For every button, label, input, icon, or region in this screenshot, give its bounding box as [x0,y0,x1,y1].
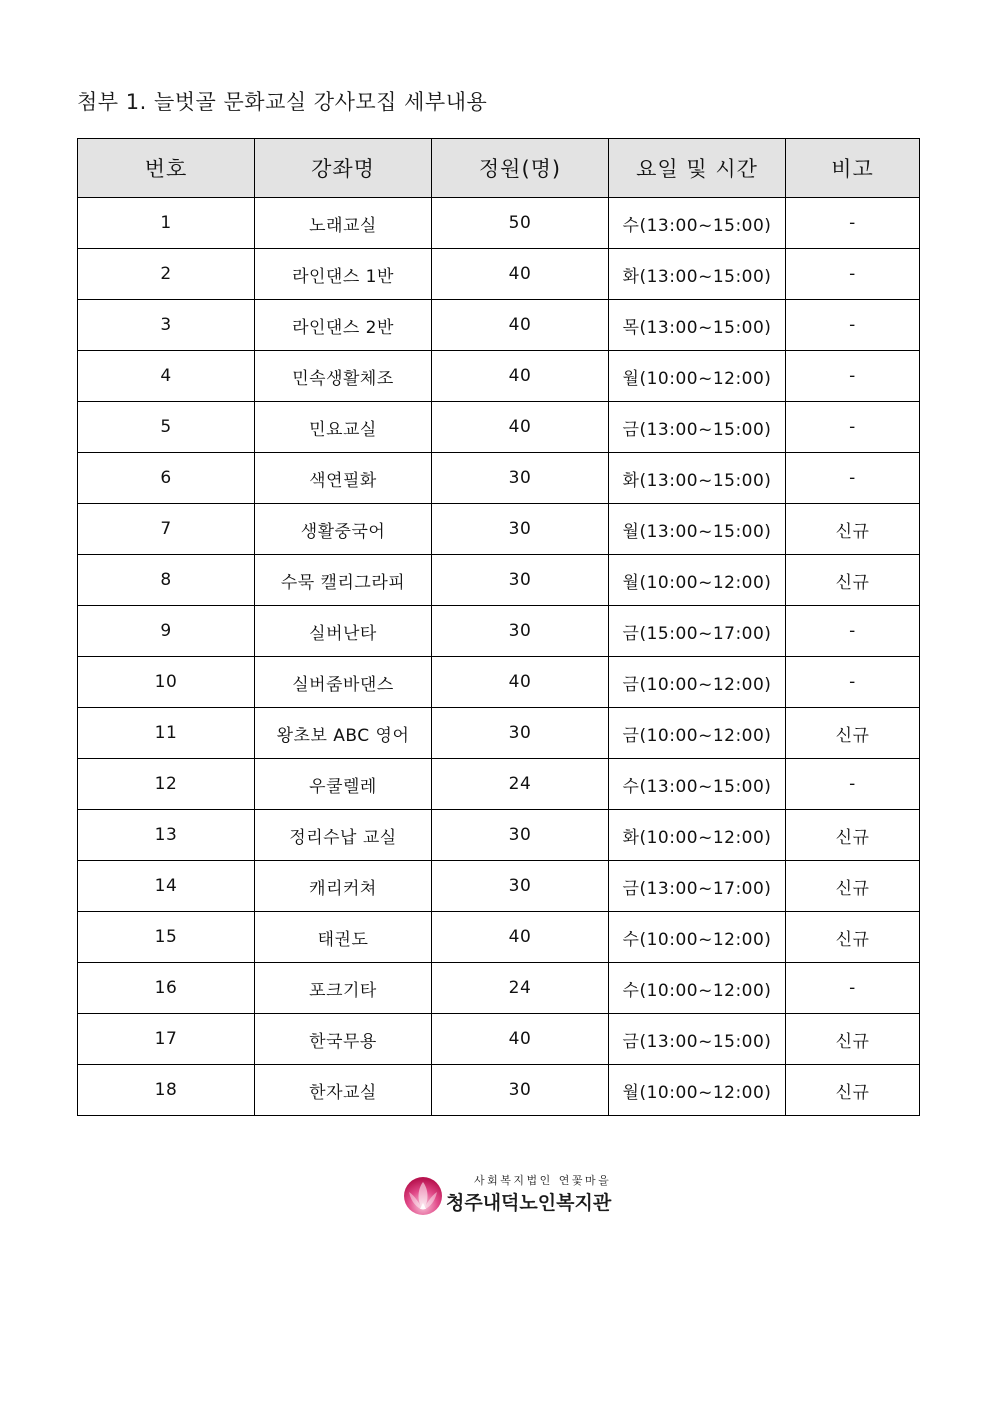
cell-note: - [786,300,920,351]
header-course-name: 강좌명 [255,139,432,198]
cell-capacity: 40 [432,402,609,453]
cell-course-name: 생활중국어 [255,504,432,555]
cell-capacity: 30 [432,1065,609,1116]
cell-number: 8 [78,555,255,606]
cell-course-name: 색연필화 [255,453,432,504]
header-capacity: 정원(명) [432,139,609,198]
cell-note: - [786,963,920,1014]
table-row [78,300,920,351]
cell-note: 신규 [786,912,920,963]
cell-note: 신규 [786,861,920,912]
cell-capacity: 24 [432,759,609,810]
table-row [78,402,920,453]
table-header-row [78,139,920,198]
cell-capacity: 40 [432,351,609,402]
table-row [78,249,920,300]
table-row [78,351,920,402]
cell-number: 2 [78,249,255,300]
header-schedule: 요일 및 시간 [609,139,786,198]
table-row [78,861,920,912]
cell-schedule: 금(13:00~17:00) [609,861,786,912]
cell-course-name: 민속생활체조 [255,351,432,402]
cell-schedule: 수(10:00~12:00) [609,963,786,1014]
table-row [78,504,920,555]
cell-schedule: 수(13:00~15:00) [609,759,786,810]
cell-note: - [786,351,920,402]
cell-capacity: 40 [432,912,609,963]
cell-course-name: 라인댄스 2반 [255,300,432,351]
table-row [78,708,920,759]
cell-course-name: 라인댄스 1반 [255,249,432,300]
cell-capacity: 30 [432,708,609,759]
cell-number: 6 [78,453,255,504]
cell-schedule: 금(13:00~15:00) [609,1014,786,1065]
cell-number: 16 [78,963,255,1014]
course-table [77,138,920,1116]
cell-capacity: 30 [432,453,609,504]
table-row [78,912,920,963]
table-row [78,657,920,708]
cell-number: 7 [78,504,255,555]
cell-note: - [786,657,920,708]
cell-schedule: 월(10:00~12:00) [609,555,786,606]
cell-schedule: 금(10:00~12:00) [609,708,786,759]
table-row [78,555,920,606]
cell-note: 신규 [786,810,920,861]
cell-capacity: 30 [432,555,609,606]
cell-schedule: 화(13:00~15:00) [609,249,786,300]
cell-number: 9 [78,606,255,657]
cell-number: 3 [78,300,255,351]
cell-number: 5 [78,402,255,453]
cell-schedule: 월(13:00~15:00) [609,504,786,555]
cell-schedule: 금(10:00~12:00) [609,657,786,708]
table-row [78,759,920,810]
header-note: 비고 [786,139,920,198]
cell-capacity: 50 [432,198,609,249]
cell-note: 신규 [786,1014,920,1065]
cell-capacity: 30 [432,606,609,657]
cell-schedule: 목(13:00~15:00) [609,300,786,351]
cell-note: - [786,759,920,810]
cell-schedule: 수(10:00~12:00) [609,912,786,963]
organization-logo [400,1170,612,1216]
logo-subtitle: 사회복지법인 연꽃마을 [474,1174,612,1187]
lotus-logo-icon [400,1172,446,1216]
cell-schedule: 화(13:00~15:00) [609,453,786,504]
cell-course-name: 실버난타 [255,606,432,657]
cell-course-name: 태권도 [255,912,432,963]
cell-capacity: 40 [432,657,609,708]
header-number: 번호 [78,139,255,198]
cell-course-name: 노래교실 [255,198,432,249]
cell-schedule: 수(13:00~15:00) [609,198,786,249]
cell-note: 신규 [786,1065,920,1116]
cell-number: 15 [78,912,255,963]
cell-schedule: 월(10:00~12:00) [609,1065,786,1116]
cell-number: 4 [78,351,255,402]
cell-capacity: 30 [432,861,609,912]
cell-capacity: 24 [432,963,609,1014]
cell-course-name: 한국무용 [255,1014,432,1065]
cell-note: - [786,198,920,249]
table-row [78,198,920,249]
cell-number: 10 [78,657,255,708]
cell-course-name: 정리수납 교실 [255,810,432,861]
cell-note: 신규 [786,555,920,606]
cell-capacity: 40 [432,300,609,351]
table-row [78,810,920,861]
cell-note: 신규 [786,708,920,759]
cell-schedule: 금(15:00~17:00) [609,606,786,657]
cell-number: 14 [78,861,255,912]
cell-capacity: 30 [432,810,609,861]
cell-capacity: 40 [432,1014,609,1065]
cell-note: - [786,453,920,504]
cell-capacity: 40 [432,249,609,300]
cell-course-name: 우쿨렐레 [255,759,432,810]
cell-note: - [786,606,920,657]
cell-number: 13 [78,810,255,861]
table-row [78,963,920,1014]
cell-course-name: 한자교실 [255,1065,432,1116]
cell-schedule: 화(10:00~12:00) [609,810,786,861]
document-title: 첨부 1. 늘벗골 문화교실 강사모집 세부내용 [77,90,488,114]
logo-name: 청주내덕노인복지관 [446,1192,612,1214]
cell-note: - [786,402,920,453]
cell-course-name: 캐리커쳐 [255,861,432,912]
cell-number: 12 [78,759,255,810]
table-row [78,606,920,657]
cell-course-name: 수묵 캘리그라피 [255,555,432,606]
cell-number: 17 [78,1014,255,1065]
cell-schedule: 월(10:00~12:00) [609,351,786,402]
table-row [78,1014,920,1065]
cell-number: 1 [78,198,255,249]
cell-note: 신규 [786,504,920,555]
cell-course-name: 민요교실 [255,402,432,453]
cell-number: 11 [78,708,255,759]
cell-course-name: 실버줌바댄스 [255,657,432,708]
table-row [78,1065,920,1116]
cell-course-name: 포크기타 [255,963,432,1014]
cell-capacity: 30 [432,504,609,555]
cell-number: 18 [78,1065,255,1116]
cell-schedule: 금(13:00~15:00) [609,402,786,453]
table-row [78,453,920,504]
cell-note: - [786,249,920,300]
cell-course-name: 왕초보 ABC 영어 [255,708,432,759]
